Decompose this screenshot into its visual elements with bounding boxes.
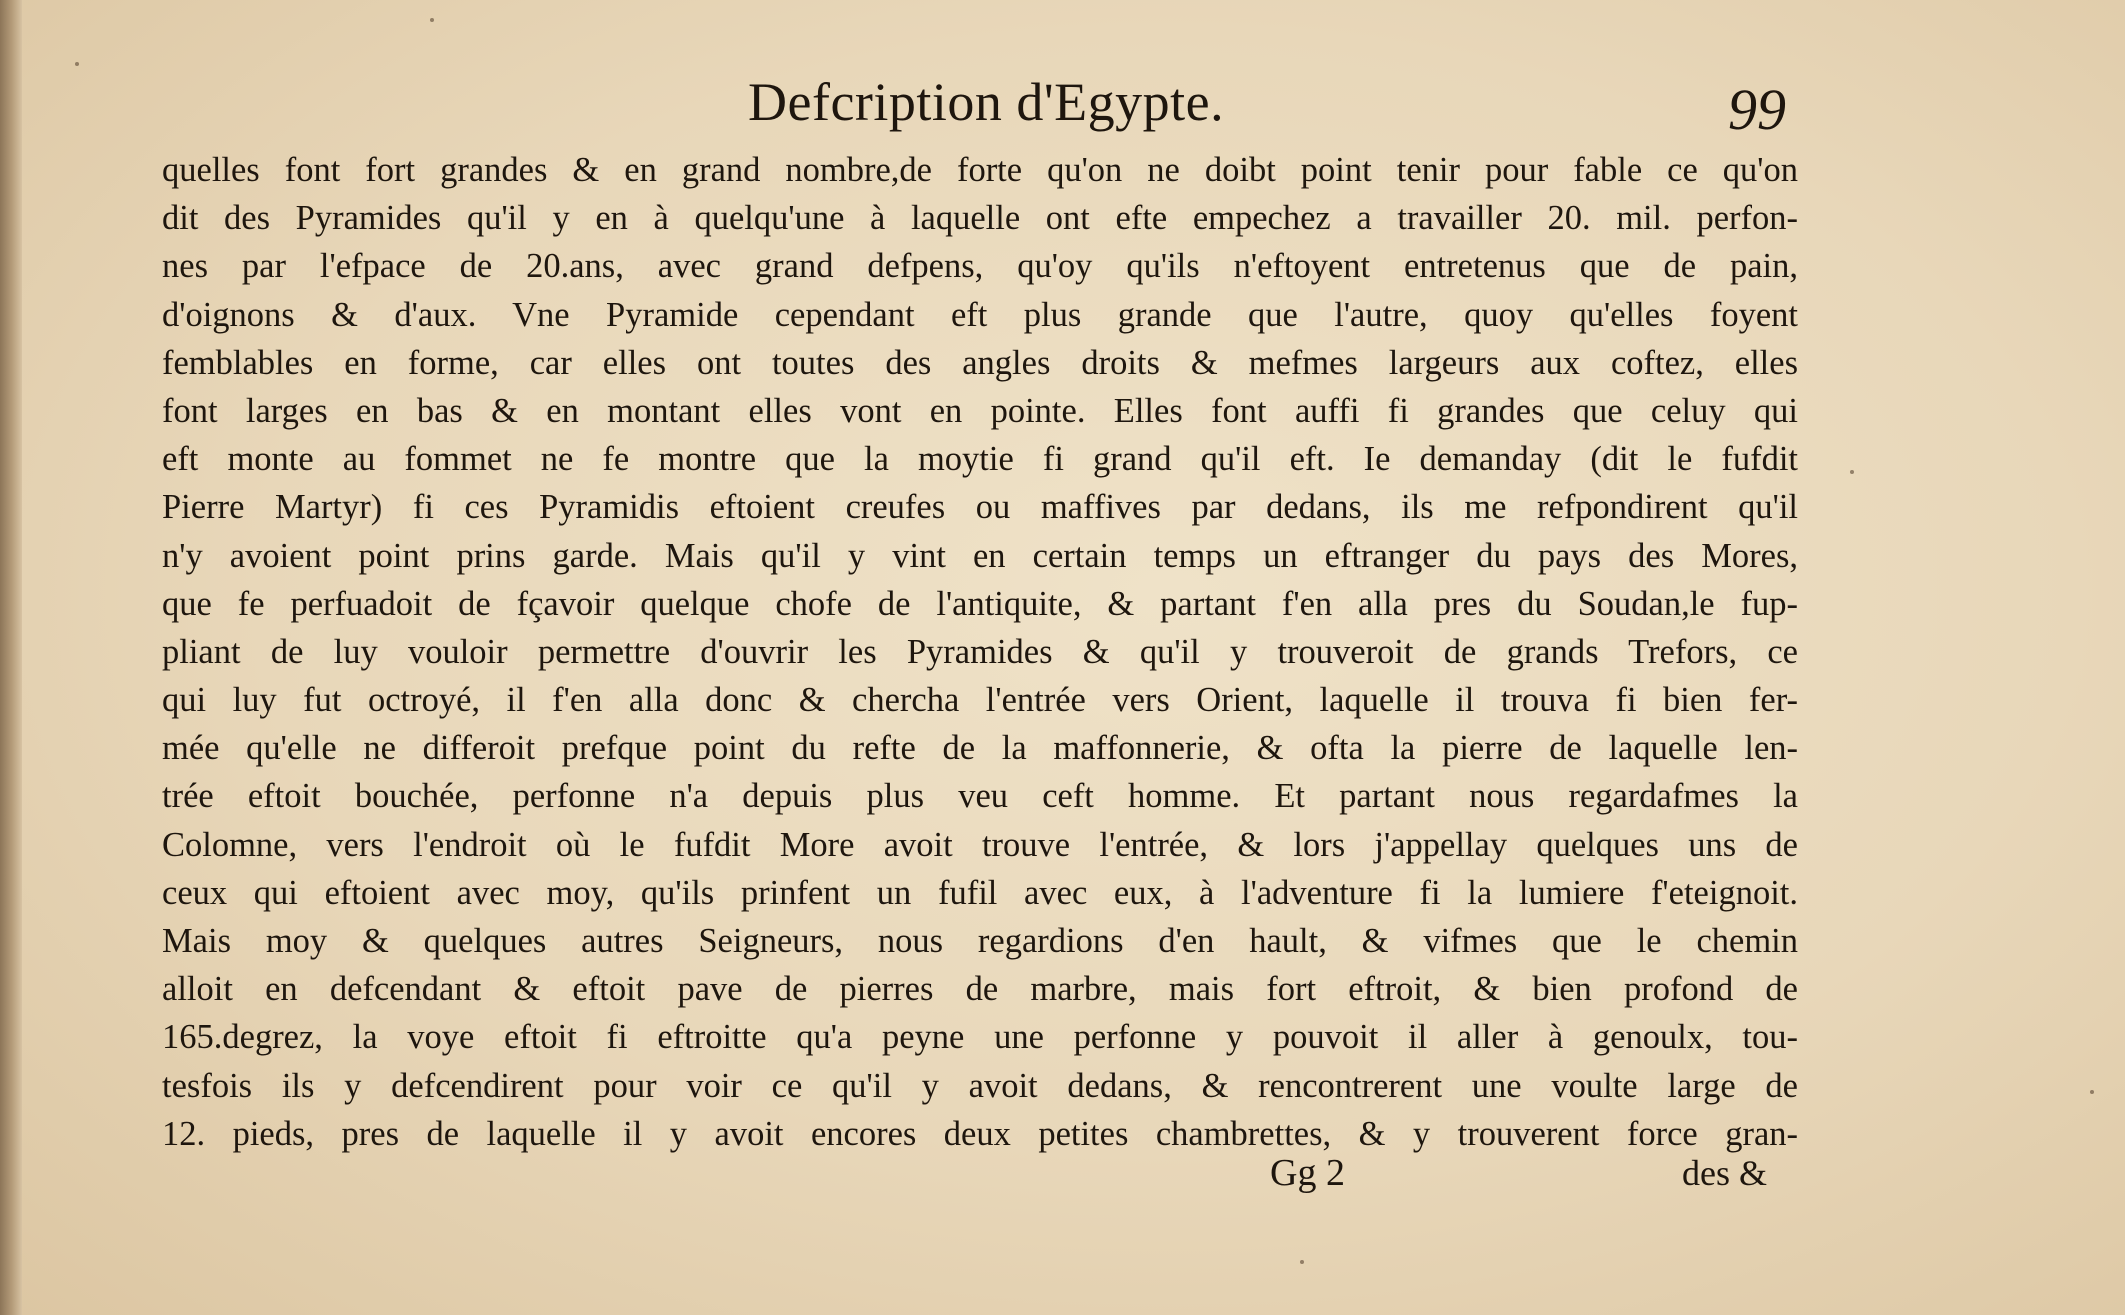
paper-speck: [1850, 470, 1854, 474]
text-line: n'y avoient point prins garde. Mais qu'il y vint en certain temps un eftranger du pays des Mores,: [162, 536, 1798, 575]
text-line: femblables en forme, car elles ont toutes des angles droits & mefmes largeurs aux coftez, elles: [162, 343, 1798, 382]
text-line: alloit en defcendant & eftoit pave de pierres de marbre, mais fort eftroit, & bien profond de: [162, 970, 1798, 1009]
paper-speck: [75, 62, 79, 66]
text-line: nes par l'efpace de 20.ans, avec grand defpens, qu'oy qu'ils n'eftoyent entretenus que de pain,: [162, 247, 1798, 286]
text-line: quelles font fort grandes & en grand nombre,de forte qu'on ne doibt point tenir pour fable ce qu'on: [162, 151, 1798, 189]
text-line: trée eftoit bouchée, perfonne n'a depuis plus veu ceft homme. Et partant nous regardafmes la: [162, 777, 1798, 816]
signature-mark: Gg 2: [1270, 1152, 1345, 1194]
text-line: pliant de luy vouloir permettre d'ouvrir les Pyramides & qu'il y trouveroit de grands Trefors, ce: [162, 632, 1798, 671]
running-title: Defcription d'Egypte.: [748, 72, 1225, 132]
text-line: ceux qui eftoient avec moy, qu'ils prinfent un fufil avec eux, à l'adventure fi la lumiere f'eteignoit.: [162, 873, 1798, 912]
paper-speck: [430, 18, 434, 22]
text-line: 12. pieds, pres de laquelle il y avoit encores deux petites chambrettes, & y trouverent force gran-: [162, 1114, 1798, 1153]
text-line: font larges en bas & en montant elles vont en pointe. Elles font auffi fi grandes que celuy qui: [162, 391, 1798, 430]
text-line: d'oignons & d'aux. Vne Pyramide cependant eft plus grande que l'autre, quoy qu'elles foyent: [162, 295, 1798, 334]
text-line: mée qu'elle ne differoit prefque point du refte de la maffonnerie, & ofta la pierre de laquelle len-: [162, 729, 1798, 768]
body-text: [162, 146, 1798, 1158]
text-line: que fe perfuadoit de fçavoir quelque chofe de l'antiquite, & partant f'en alla pres du Soudan,le fup-: [162, 584, 1798, 623]
text-line: qui luy fut octroyé, il f'en alla donc & chercha l'entrée vers Orient, laquelle il trouva fi bien fer-: [162, 681, 1798, 720]
text-line: Pierre Martyr) fi ces Pyramidis eftoient creufes ou maffives par dedans, ils me refpondirent qu'il: [162, 488, 1798, 527]
catchword: des &: [1682, 1153, 1767, 1193]
book-gutter: [0, 0, 22, 1315]
text-line: tesfois ils y defcendirent pour voir ce qu'il y avoit dedans, & rencontrerent une voulte large de: [162, 1066, 1798, 1105]
page-number: 99: [1728, 77, 1786, 142]
paper-speck: [2090, 1090, 2094, 1094]
text-line: dit des Pyramides qu'il y en à quelqu'une à laquelle ont efte empechez a travailler 20. mil. perfon-: [162, 199, 1798, 238]
text-line: Mais moy & quelques autres Seigneurs, nous regardions d'en hault, & vifmes que le chemin: [162, 922, 1798, 960]
paper-speck: [1300, 1260, 1304, 1264]
text-line: 165.degrez, la voye eftoit fi eftroitte qu'a peyne une perfonne y pouvoit il aller à genoulx, tou-: [162, 1018, 1798, 1057]
text-line: eft monte au fommet ne fe montre que la moytie fi grand qu'il eft. Ie demanday (dit le fufdit: [162, 440, 1798, 479]
text-line: Colomne, vers l'endroit où le fufdit More avoit trouve l'entrée, & lors j'appellay quelques uns de: [162, 825, 1798, 864]
